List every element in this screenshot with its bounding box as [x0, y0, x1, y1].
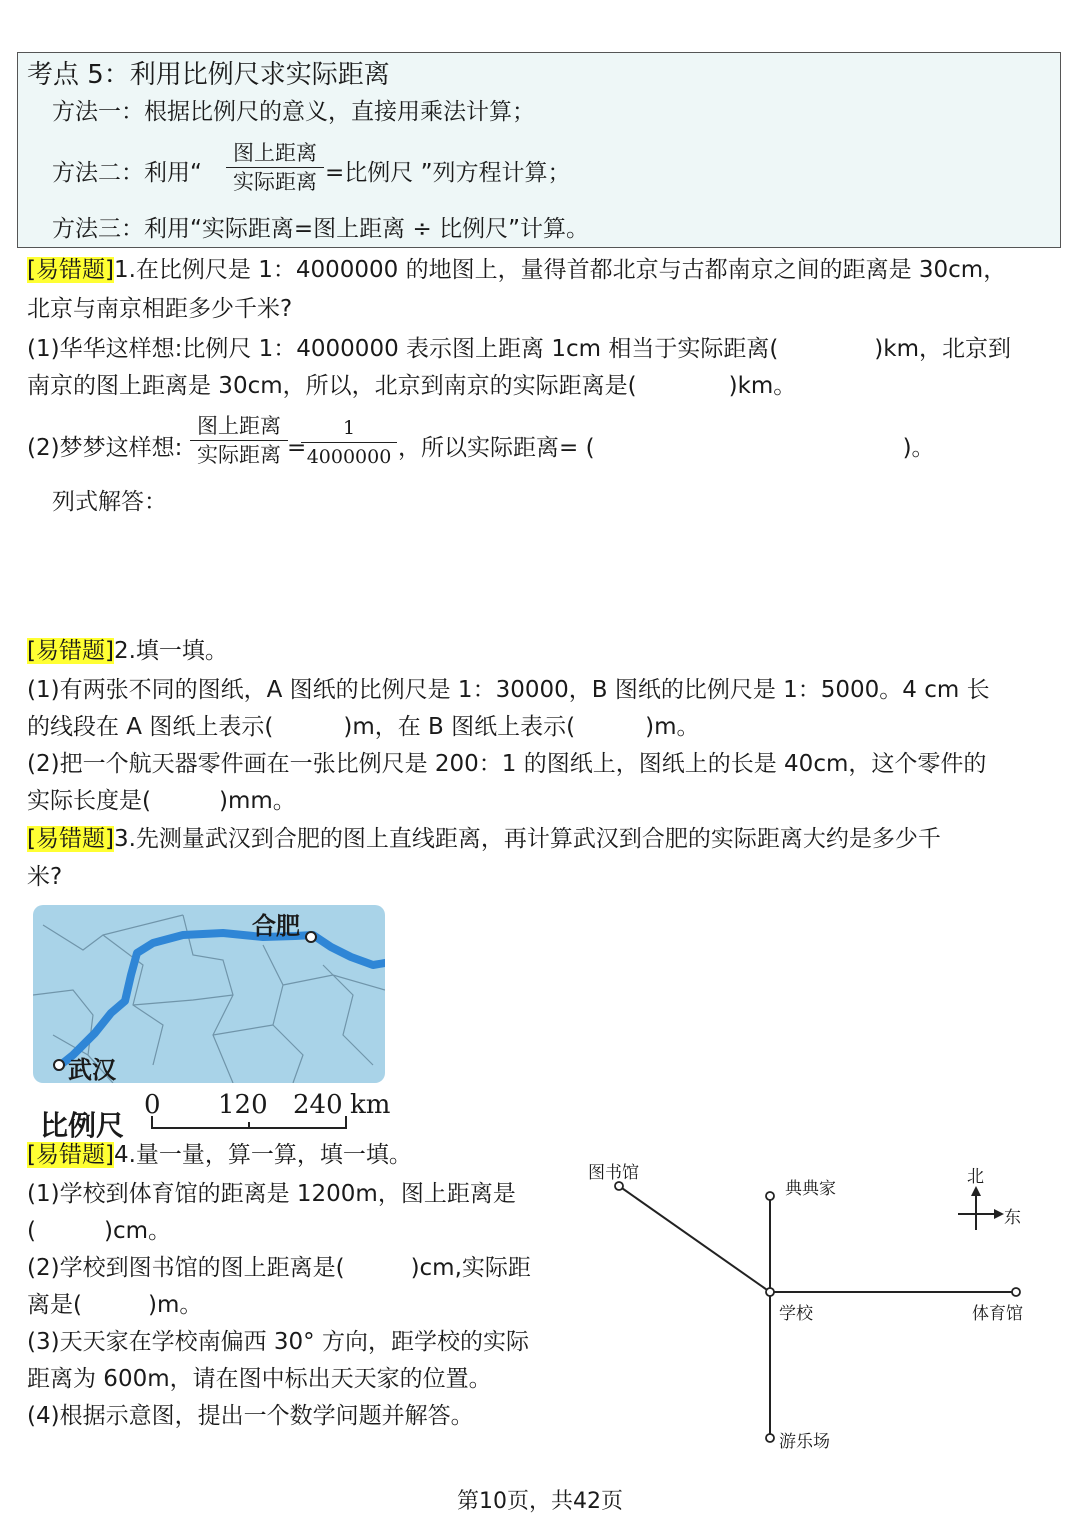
error-prone-tag: [易错题] [27, 257, 114, 283]
label-school: 学校 [779, 1304, 813, 1324]
q4-part2-line2 [27, 1287, 202, 1323]
compass-icon [958, 1186, 1004, 1230]
q2-p1-text-c: )m。 [645, 714, 700, 740]
q2-part2-line1: (2)把一个航天器零件画在一张比例尺是 200：1 的图纸上，图纸上的长是 40cm，这个零件的 [27, 751, 987, 777]
river [58, 933, 385, 1067]
label-diandian-home: 典典家 [785, 1179, 836, 1199]
q4-p2-line2-text-a: 离是( [27, 1292, 82, 1318]
school-point[interactable] [766, 1288, 774, 1296]
park-point [766, 1434, 774, 1442]
q3-stem-line2: 米? [27, 864, 63, 890]
label-library: 图书馆 [588, 1163, 639, 1183]
q4-p1-text-b: )cm。 [103, 1218, 172, 1244]
q4-stem [27, 1137, 412, 1173]
method-3: 方法三：利用“实际距离=图上距离 ÷ 比例尺”计算。 [52, 216, 589, 242]
scale-tick-120: 120 [218, 1090, 268, 1120]
q1-part1-line2 [27, 368, 796, 404]
q4-part3-line2: 距离为 600m，请在图中标出天天家的位置。 [27, 1366, 492, 1392]
q3-stem-text: 3.先测量武汉到合肥的图上直线距离，再计算武汉到合肥的实际距离大约是多少千 [113, 826, 941, 852]
road-school-library [619, 1186, 770, 1292]
q2-stem [27, 633, 228, 669]
label-east: 东 [1004, 1208, 1021, 1228]
error-prone-tag: [易错题] [27, 638, 114, 664]
error-prone-tag: [易错题] [27, 1142, 114, 1168]
q1-stem-line2: 北京与南京相距多少千米? [27, 296, 293, 322]
q2-p2-text-b: )mm。 [218, 788, 296, 814]
q4-part1-line1: (1)学校到体育馆的距离是 1200m，图上距离是 [27, 1181, 516, 1207]
method-1: 方法一：根据比例尺的意义，直接用乘法计算； [52, 99, 535, 125]
q4-p2-line2-text-b: )m。 [147, 1292, 203, 1318]
fraction-denominator: 实际距离 [233, 170, 317, 194]
library-point [615, 1182, 623, 1190]
q4-part3-line1: (3)天天家在学校南偏西 30° 方向，距学校的实际 [27, 1329, 529, 1355]
map-label-hefei: 合肥 [252, 911, 300, 940]
q2-part2-line2 [27, 783, 296, 819]
q1-part2-mid [398, 430, 935, 466]
q1-fraction-2 [301, 414, 397, 471]
q1-p1-text-a: (1)华华这样想:比例尺 1：4000000 表示图上距离 1cm 相当于实际距离( [27, 336, 779, 362]
q4-part1-line2 [27, 1213, 171, 1249]
fraction-numerator: 图上距离 [233, 141, 317, 165]
q3-stem-line1 [27, 821, 941, 857]
label-park: 游乐场 [779, 1432, 830, 1452]
q1-stem-text: 1.在比例尺是 1：4000000 的地图上，量得首都北京与古都南京之间的距离是 30cm， [113, 257, 1007, 283]
label-north: 北 [967, 1167, 984, 1187]
q2-stem-text: 2.填一填。 [113, 638, 228, 664]
q2-p2-text-a: 实际长度是( [27, 788, 151, 814]
q4-stem-text: 4.量一量，算一算，填一填。 [113, 1142, 412, 1168]
q2-p1-text-a: 的线段在 A 图纸上表示( [27, 714, 274, 740]
q1-answer-area[interactable] [52, 522, 1032, 622]
label-gym: 体育馆 [972, 1304, 1023, 1324]
scale-tick-240: 240 [293, 1090, 343, 1120]
q1-p1-line2-text-b: )km。 [728, 373, 797, 399]
q1-fraction-1 [190, 412, 288, 469]
q4-p1-text-a: ( [27, 1218, 36, 1244]
kaodian-title: 考点 5：利用比例尺求实际距离 [27, 60, 390, 90]
method-2-fraction [226, 139, 324, 196]
page-footer: 第10页，共42页 [457, 1489, 623, 1514]
scale-unit: km [350, 1090, 391, 1120]
q1-part2-prefix: (2)梦梦这样想: [27, 435, 183, 461]
q1-part1-line1 [27, 331, 1011, 367]
gym-point [1012, 1288, 1020, 1296]
map-label-wuhan: 武汉 [68, 1055, 116, 1084]
fraction-numerator: 图上距离 [197, 414, 281, 438]
q2-p1-text-b: )m，在 B 图纸上表示( [343, 714, 576, 740]
q1-stem-line1 [27, 252, 1006, 288]
q4-part2-line1 [27, 1250, 531, 1286]
q1-equals: = [287, 435, 307, 461]
diandian-home-point [766, 1192, 774, 1200]
q4-p2-text-b: )cm,实际距 [410, 1255, 531, 1281]
q2-part1-line2 [27, 709, 700, 745]
fraction-denominator: 4000000 [306, 446, 392, 468]
error-prone-tag: [易错题] [27, 826, 114, 852]
hefei-marker [306, 932, 316, 942]
scale-tick-0: 0 [144, 1090, 161, 1120]
fraction-denominator: 实际距离 [197, 443, 281, 467]
wuhan-marker [54, 1060, 64, 1070]
q4-part4: (4)根据示意图，提出一个数学问题并解答。 [27, 1403, 474, 1429]
q1-p1-text-b: )km，北京到 [874, 336, 1011, 362]
q1-p2-text: ，所以实际距离= ( [398, 435, 595, 461]
q2-part1-line1: (1)有两张不同的图纸，A 图纸的比例尺是 1：30000，B 图纸的比例尺是 1：5000。4 cm 长 [27, 677, 990, 703]
q1-answer-label: 列式解答： [52, 489, 167, 515]
q1-p2-end: )。 [902, 435, 935, 461]
scale-label: 比例尺 [40, 1109, 125, 1142]
q4-p2-text-a: (2)学校到图书馆的图上距离是( [27, 1255, 345, 1281]
fraction-numerator: 1 [342, 417, 356, 439]
method-2-suffix: =比例尺 ”列方程计算； [325, 160, 571, 186]
method-2-prefix: 方法二：利用“ [52, 160, 202, 186]
q1-p1-line2-text-a: 南京的图上距离是 30cm，所以，北京到南京的实际距离是( [27, 373, 637, 399]
